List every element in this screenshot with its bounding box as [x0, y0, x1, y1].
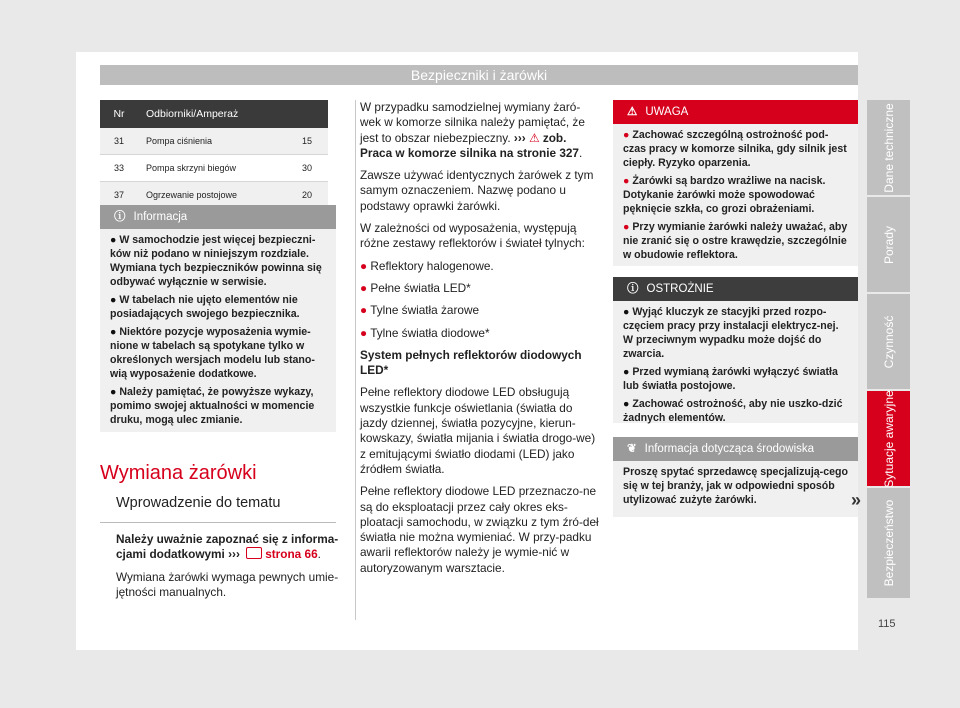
warning-title: UWAGA — [645, 106, 689, 118]
table-row — [100, 128, 328, 155]
info-icon: ⓘ — [114, 211, 126, 223]
info-box-title: Informacja — [133, 211, 188, 223]
intro-text: Należy uważnie zapoznać się z informa-cjami dodatkowymi ››› strona 66. Wymiana żarówki wymaga pewnych umie-jętności manualnych. — [116, 532, 339, 599]
cell-name: Ogrzewanie postojowe — [138, 182, 286, 209]
subheading: System pełnych reflektorów diodowych LED* — [360, 347, 582, 378]
environment-box — [613, 437, 858, 517]
environment-title: Informacja dotycząca środowiska — [644, 443, 815, 455]
leaf-icon: ❦ — [627, 443, 637, 455]
caution-icon: ⓘ — [627, 283, 639, 295]
cell-amp: 15 — [286, 128, 328, 155]
list-item: ● W samochodzie jest więcej bezpieczni-ków niż podano w niniejszym rozdziale. Wymiana tych bezpieczników powinna się odbywać wyłącznie w serwisie. — [110, 234, 322, 288]
page-header: Bezpieczniki i żarówki — [100, 65, 858, 85]
tab-porady[interactable]: Porady — [867, 197, 910, 292]
book-icon — [246, 547, 262, 559]
cell-amp: 30 — [286, 155, 328, 182]
cell-nr: 33 — [100, 155, 138, 182]
list-item: ● Zachować ostrożność, aby nie uszko-dzić żadnych elementów. — [623, 398, 843, 424]
page-number: 115 — [878, 618, 896, 630]
list-item: ● Tylne światła żarowe — [360, 303, 480, 318]
column-divider — [355, 100, 356, 620]
warning-icon: ⚠ — [528, 130, 540, 145]
caution-box — [613, 277, 858, 423]
warning-box — [613, 100, 858, 266]
list-item: ● Przed wymianą żarówki wyłączyć światła lub światła postojowe. — [623, 366, 838, 392]
divider — [100, 522, 336, 523]
list-item: ● Wyjąć kluczyk ze stacyjki przed rozpo-częciem pracy przy instalacji elektrycz-nej. W przeciwnym wypadku może dojść do zwarcia. — [623, 306, 839, 360]
list-item: ● Żarówki są bardzo wrażliwe na nacisk. Dotykanie żarówki może spowodować pęknięcie szkła, co grozi obrażeniami. — [623, 175, 826, 215]
cell-name: Pompa skrzyni biegów — [138, 155, 286, 182]
tab-sytuacje-awaryjne[interactable]: Sytuacje awaryjne — [867, 391, 910, 486]
cell-nr: 31 — [100, 128, 138, 155]
continue-marker: » — [851, 490, 862, 510]
cell-name: Pompa ciśnienia — [138, 128, 286, 155]
environment-text: Proszę spytać sprzedawcę specjalizują-cego się w tej branży, jak w odpowiedni sposób utylizować zużyte żarówki. — [623, 466, 848, 506]
list-item: ● Zachować szczególną ostrożność pod-czas pracy w komorze silnika, gdy silnik jest ciepły. Ryzyko oparzenia. — [623, 129, 847, 169]
section-title: Wymiana żarówki — [100, 462, 257, 484]
section-subtitle: Wprowadzenie do tematu — [116, 495, 281, 511]
col-header-consumer: Odbiorniki/Amperaż — [138, 100, 328, 128]
list-item: ● Przy wymianie żarówki należy uważać, aby nie zranić się o ostre krawędzie, szczególnie w obudowie reflektora. — [623, 221, 848, 261]
page-link[interactable]: strona 66 — [265, 547, 318, 562]
col-header-nr: Nr — [100, 100, 138, 128]
caution-title: OSTROŻNIE — [646, 283, 714, 295]
list-item: ● Tylne światła diodowe* — [360, 325, 490, 340]
list-item: ● Niektóre pozycje wyposażenia wymie-nione w tabelach są spotykane tylko w określonych wersjach modelu lub stano-wią wyposażenie dodatkowe. — [110, 326, 315, 380]
cell-nr: 37 — [100, 182, 138, 209]
middle-column: W przypadku samodzielnej wymiany żaró-wek w komorze silnika należy pamiętać, że jest to obszar niebezpieczny. ››› ⚠ zob. Praca w komorze silnika na stronie 327. Zawsze używać identycznych żarówek z tym samym oznaczeniem. Nazwę podano u podstawy oprawki żarówki. W zależności od wyposażenia, występują różne zestawy reflektorów i świateł tylnych: ● Reflektory halogenowe. ● Pełne światła LED* ● Tylne światła żarowe ● Tylne światła diodowe* System pełnych reflektorów diodowych LED* Pełne reflektory diodowe LED obsługują wszystkie funkcje oświetlania (światła do jazdy dziennej, światła pozycyjne, kierun-kowskazy, światła mijania i światła drogo-we) z emitującymi światło diodami (LED) jako źródłem światła. Pełne reflektory diodowe LED przeznaczo-ne są do eksploatacji przez cały okres eks-ploatacji samochodu, w związku z tym źró-deł światła nie można wymieniać. W przy-padku awarii reflektorów należy je wymie-nić w autoryzowanym warsztacie. — [360, 100, 599, 575]
list-item: ● Należy pamiętać, że powyższe wykazy, pomimo swojej aktualności w momencie druku, mogą ulec zmianie. — [110, 386, 315, 426]
table-row — [100, 155, 328, 182]
list-item: ● W tabelach nie ujęto elementów nie posiadających swojego bezpiecznika. — [110, 294, 300, 320]
warning-triangle-icon: ⚠ — [627, 106, 638, 118]
list-item: ● Reflektory halogenowe. — [360, 258, 494, 273]
list-item: ● Pełne światła LED* — [360, 280, 471, 295]
tab-dane-techniczne[interactable]: Dane techniczne — [867, 100, 910, 195]
info-box — [100, 205, 336, 432]
cell-amp: 20 — [286, 182, 328, 209]
tab-czynnosc[interactable]: Czynność — [867, 294, 910, 389]
tab-bezpieczenstwo[interactable]: Bezpieczeństwo — [867, 488, 910, 598]
fuse-table — [100, 100, 328, 209]
cross-reference[interactable]: zob. Praca w komorze silnika na stronie 327 — [360, 130, 579, 160]
